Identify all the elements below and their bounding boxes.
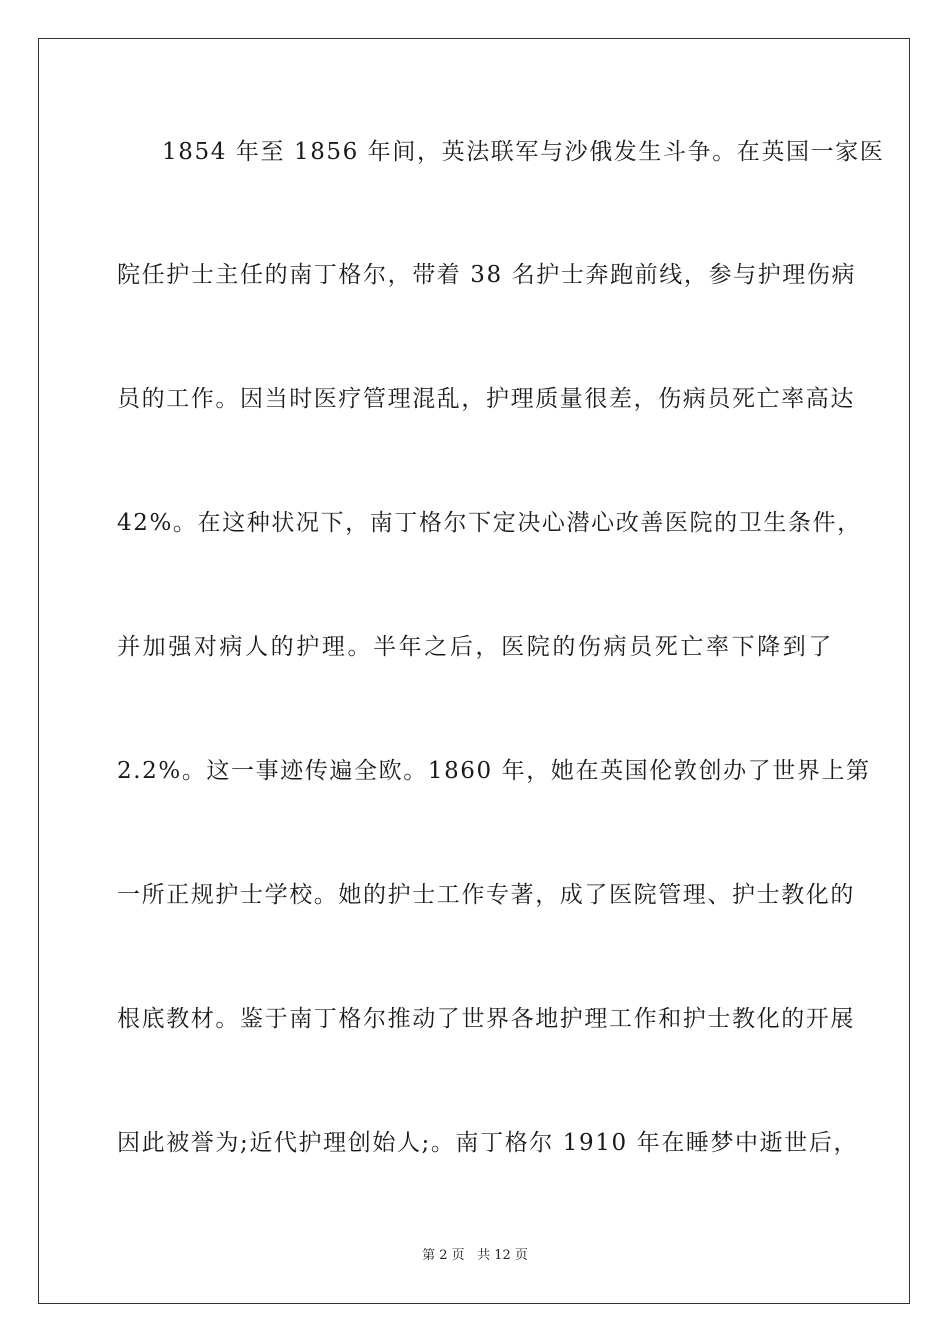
paragraph-line: 并加强对病人的护理。半年之后，医院的伤病员死亡率下降到了 <box>117 634 833 660</box>
paragraph-line: 根底教材。鉴于南丁格尔推动了世界各地护理工作和护士教化的开展 <box>117 1006 855 1032</box>
page-total: 共 12 页 <box>477 1248 528 1263</box>
page-footer <box>0 1247 950 1265</box>
paragraph-line: 院任护士主任的南丁格尔，带着 38 名护士奔跑前线，参与护理伤病 <box>117 262 857 288</box>
paragraph-line: 员的工作。因当时医疗管理混乱，护理质量很差，伤病员死亡率高达 <box>117 386 855 412</box>
paragraph-line: 42%。在这种状况下，南丁格尔下定决心潜心改善医院的卫生条件， <box>117 510 862 536</box>
page-border <box>38 38 910 1304</box>
paragraph-line: 一所正规护士学校。她的护士工作专著，成了医院管理、护士教化的 <box>117 882 855 908</box>
paragraph-line: 因此被誉为;近代护理创始人;。南丁格尔 1910 年在睡梦中逝世后， <box>117 1130 859 1156</box>
paragraph-line: 1854 年至 1856 年间，英法联军与沙俄发生斗争。在英国一家医 <box>162 139 885 165</box>
paragraph-line: 2.2%。这一事迹传遍全欧。1860 年，她在英国伦敦创办了世界上第 <box>117 758 871 784</box>
page-number: 第 2 页 <box>422 1248 465 1263</box>
